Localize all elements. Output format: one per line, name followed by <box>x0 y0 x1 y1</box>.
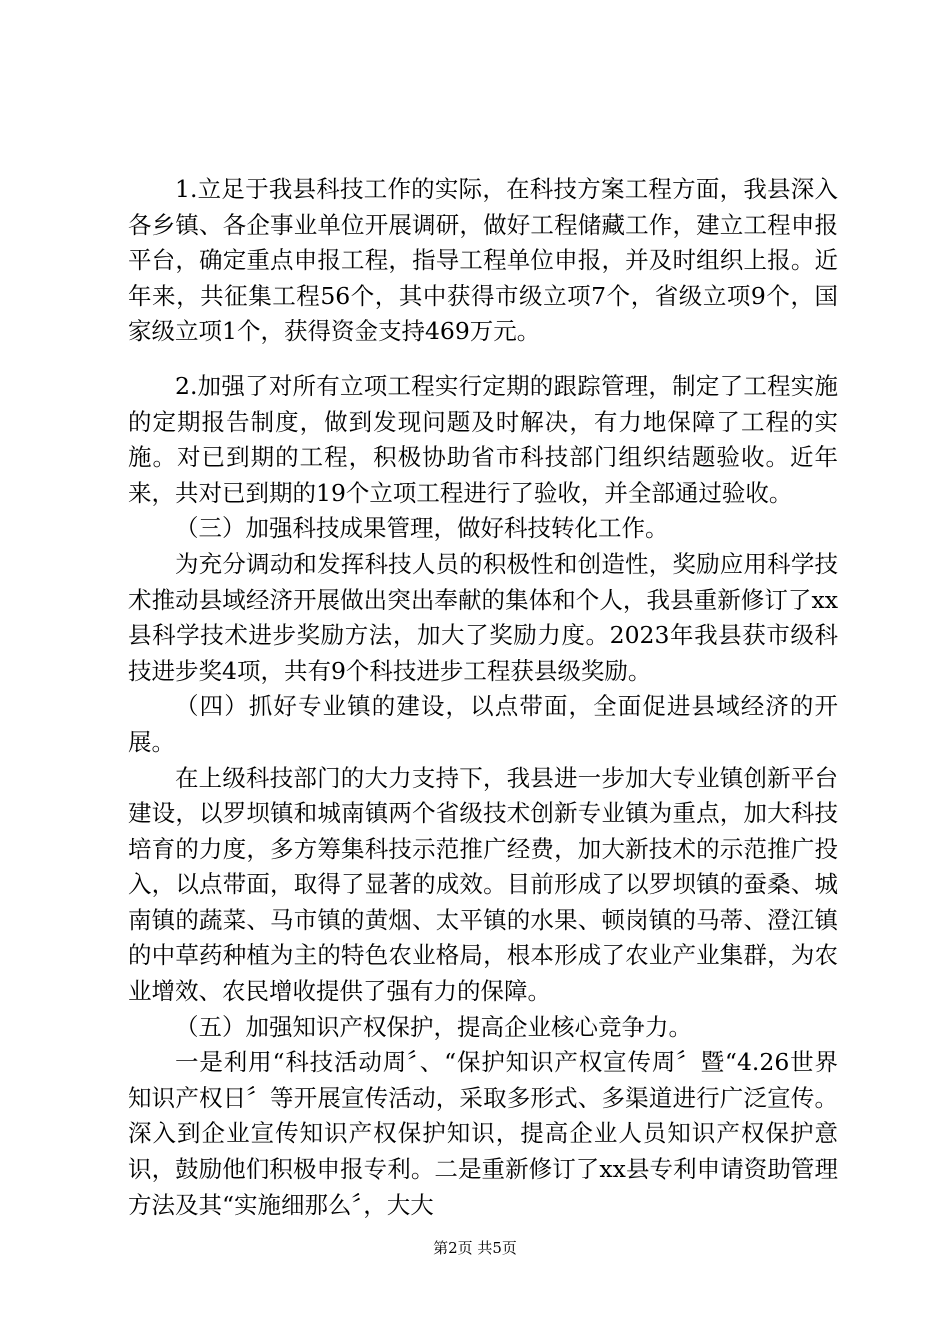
paragraph-4: 为充分调动和发挥科技人员的积极性和创造性，奖励应用科学技术推动县域经济开展做出突出奉献的集体和个人，我县重新修订了xx县科学技术进步奖励方法，加大了奖励力度。2023年我县获市级科技进步奖4项，共有9个科技进步工程获县级奖励。 <box>128 549 838 685</box>
paragraph-2: 2.加强了对所有立项工程实行定期的跟踪管理，制定了工程实施的定期报告制度，做到发现问题及时解决，有力地保障了工程的实施。对已到期的工程，积极协助省市科技部门组织结题验收。近年来，共对已到期的19个立项工程进行了验收，并全部通过验收。 <box>128 371 838 507</box>
section-heading-3: （三）加强科技成果管理，做好科技转化工作。 <box>175 514 669 543</box>
paragraph-6: 在上级科技部门的大力支持下，我县进一步加大专业镇创新平台建设，以罗坝镇和城南镇两个省级技术创新专业镇为重点，加大科技培育的力度，多方筹集科技示范推广经费，加大新技术的示范推广投入，以点带面，取得了显著的成效。目前形成了以罗坝镇的蚕桑、城南镇的蔬菜、马市镇的黄烟、太平镇的水果、顿岗镇的马蒂、澄江镇的中草药种植为主的特色农业格局，根本形成了农业产业集群，为农业增效、农民增收提供了强有力的保障。 <box>128 763 838 1006</box>
section-heading-5: （五）加强知识产权保护，提高企业核心竞争力。 <box>175 1012 692 1041</box>
paragraph-1: 1.立足于我县科技工作的实际，在科技方案工程方面，我县深入各乡镇、各企事业单位开展调研，做好工程储藏工作，建立工程申报平台，确定重点申报工程，指导工程单位申报，并及时组织上报。近年来，共征集工程56个，其中获得市级立项7个，省级立项9个，国家级立项1个，获得资金支持469万元。 <box>128 175 838 346</box>
page-number-footer: 第2页 共5页 <box>433 1239 517 1257</box>
document-body <box>128 172 838 1223</box>
section-heading-4: （四）抓好专业镇的建设，以点带面，全面促进县域经济的开展。 <box>128 692 838 756</box>
paragraph-8: 一是利用“科技活动周〞、“保护知识产权宣传周〞暨“4.26世界知识产权日〞等开展宣传活动，采取多形式、多渠道进行广泛宣传。深入到企业宣传知识产权保护知识，提高企业人员知识产权保护意识，鼓励他们积极申报专利。二是重新修订了xx县专利申请资助管理方法及其“实施细那么〞，大大 <box>128 1048 838 1219</box>
